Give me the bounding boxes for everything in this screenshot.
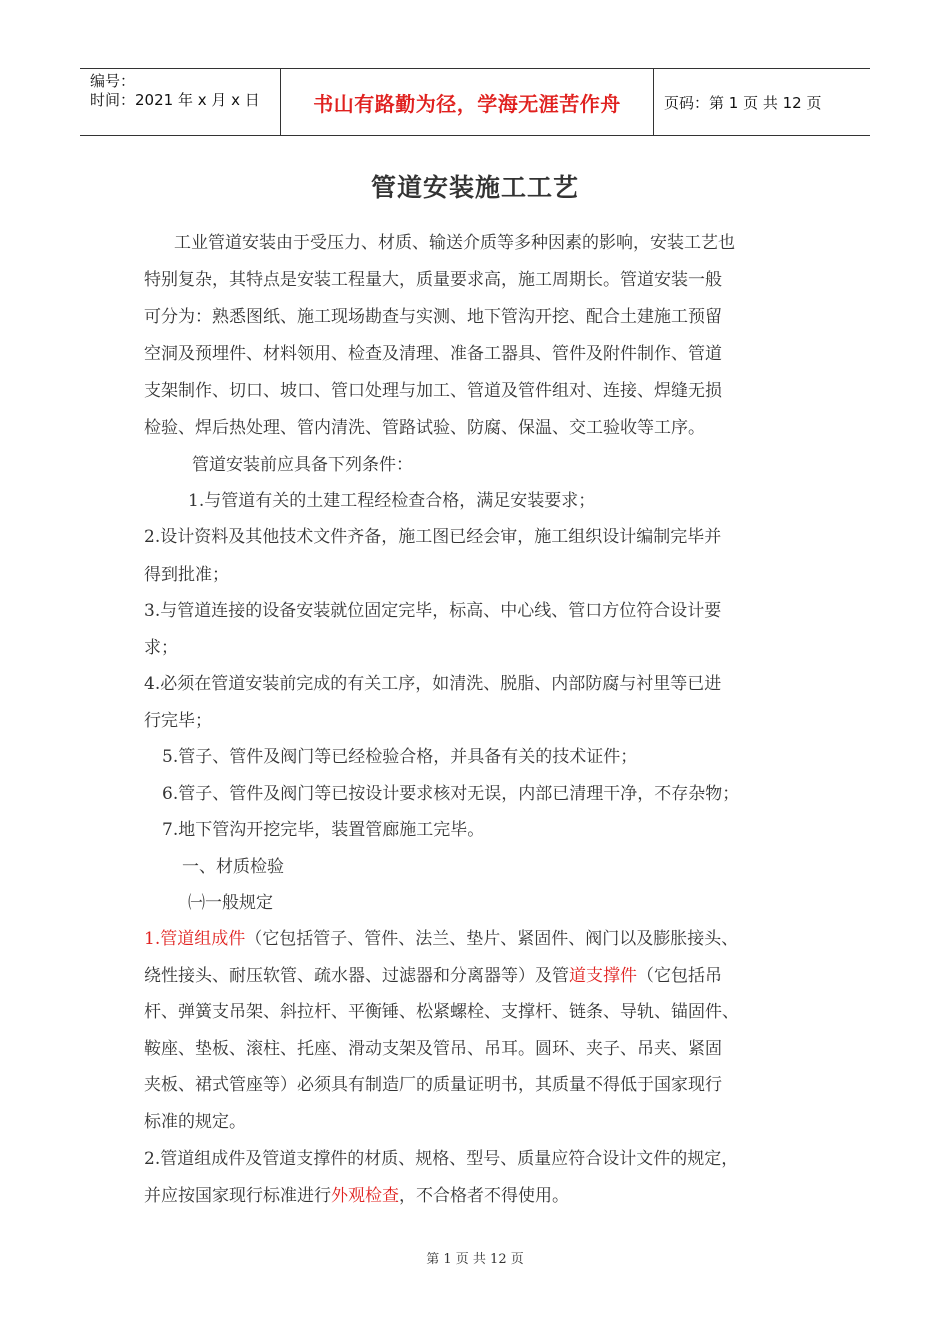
rule1-number: 1. — [144, 929, 161, 949]
header-motto: 书山有路勤为径，学海无涯苦作舟 — [281, 69, 654, 135]
intro-line-6: 检验、焊后热处理、管内清洗、管路试验、防腐、保温、交工验收等工序。 — [144, 418, 705, 438]
time-label: 时间：2021 年 x 月 x 日 — [90, 91, 260, 109]
subsection-heading-1: ㈠一般规定 — [188, 893, 273, 913]
intro-line-3: 可分为：熟悉图纸、施工现场勘查与实测、地下管沟开挖、配合土建施工预留 — [144, 307, 722, 327]
intro-line-2: 特别复杂，其特点是安装工程量大，质量要求高，施工周期长。管道安装一般 — [144, 270, 722, 290]
rule1-line-3: 杆、弹簧支吊架、斜拉杆、平衡锤、松紧螺栓、支撑杆、链条、导轨、锚固件、 — [144, 1002, 739, 1022]
rule1-highlight-components: 管道组成件 — [160, 929, 246, 949]
header-page-info: 页码：第 1 页 共 12 页 — [664, 93, 822, 112]
rule1-line-2 — [144, 961, 722, 986]
intro-line-4: 空洞及预埋件、材料领用、检查及清理、准备工器具、管件及附件制作、管道 — [144, 344, 722, 364]
rule1-text-3: （它包括吊 — [637, 966, 722, 986]
rule2-line-1: 2.管道组成件及管道支撑件的材质、规格、型号、质量应符合设计文件的规定， — [144, 1149, 739, 1169]
rule1-text-2: 绕性接头、耐压软管、疏水器、过滤器和分离器等）及管 — [144, 966, 569, 986]
intro-line-1: 工业管道安装由于受压力、材质、输送介质等多种因素的影响，安装工艺也 — [174, 233, 735, 253]
rule1-line-5: 夹板、裙式管座等）必须具有制造厂的质量证明书，其质量不得低于国家现行 — [144, 1075, 722, 1095]
rule2-text-2: ，不合格者不得使用。 — [399, 1186, 569, 1206]
rule1-highlight-supports: 道支撑件 — [569, 966, 637, 986]
condition-2b: 得到批准； — [144, 565, 229, 585]
rule1-text-1: （它包括管子、管件、法兰、垫片、紧固件、阀门以及膨胀接头、 — [245, 929, 739, 949]
rule2-text-1: 并应按国家现行标准进行 — [144, 1186, 331, 1206]
rule1-line-4: 鞍座、垫板、滚柱、托座、滑动支架及管吊、吊耳。圆环、夹子、吊夹、紧固 — [144, 1039, 722, 1059]
conditions-heading: 管道安装前应具备下列条件： — [192, 455, 413, 475]
condition-4b: 行完毕； — [144, 711, 212, 731]
page-footer: 第 1 页 共 12 页 — [426, 1252, 524, 1267]
header-table — [80, 68, 870, 136]
condition-7: 7.地下管沟开挖完毕，装置管廊施工完毕。 — [162, 820, 485, 840]
condition-3b: 求； — [144, 638, 178, 658]
condition-1: 1.与管道有关的土建工程经检查合格，满足安装要求； — [188, 491, 596, 511]
header-left-cell — [80, 69, 281, 135]
condition-3a: 3.与管道连接的设备安装就位固定完毕，标高、中心线、管口方位符合设计要 — [144, 601, 722, 621]
document-title: 管道安装施工工艺 — [370, 173, 579, 202]
number-label: 编号： — [90, 72, 136, 90]
rule1-line-1 — [144, 924, 738, 949]
intro-line-5: 支架制作、切口、坡口、管口处理与加工、管道及管件组对、连接、焊缝无损 — [144, 381, 722, 401]
condition-2a: 2.设计资料及其他技术文件齐备，施工图已经会审，施工组织设计编制完毕并 — [144, 527, 722, 547]
rule2-line-2 — [144, 1181, 569, 1206]
condition-5: 5.管子、管件及阀门等已经检验合格，并具备有关的技术证件； — [162, 747, 638, 767]
section-heading-1: 一、材质检验 — [182, 857, 284, 877]
condition-6: 6.管子、管件及阀门等已按设计要求核对无误，内部已清理干净，不存杂物； — [162, 784, 740, 804]
rule2-highlight-inspection: 外观检查 — [331, 1186, 399, 1206]
rule1-line-6: 标准的规定。 — [144, 1112, 246, 1132]
condition-4a: 4.必须在管道安装前完成的有关工序，如清洗、脱脂、内部防腐与衬里等已进 — [144, 674, 722, 694]
